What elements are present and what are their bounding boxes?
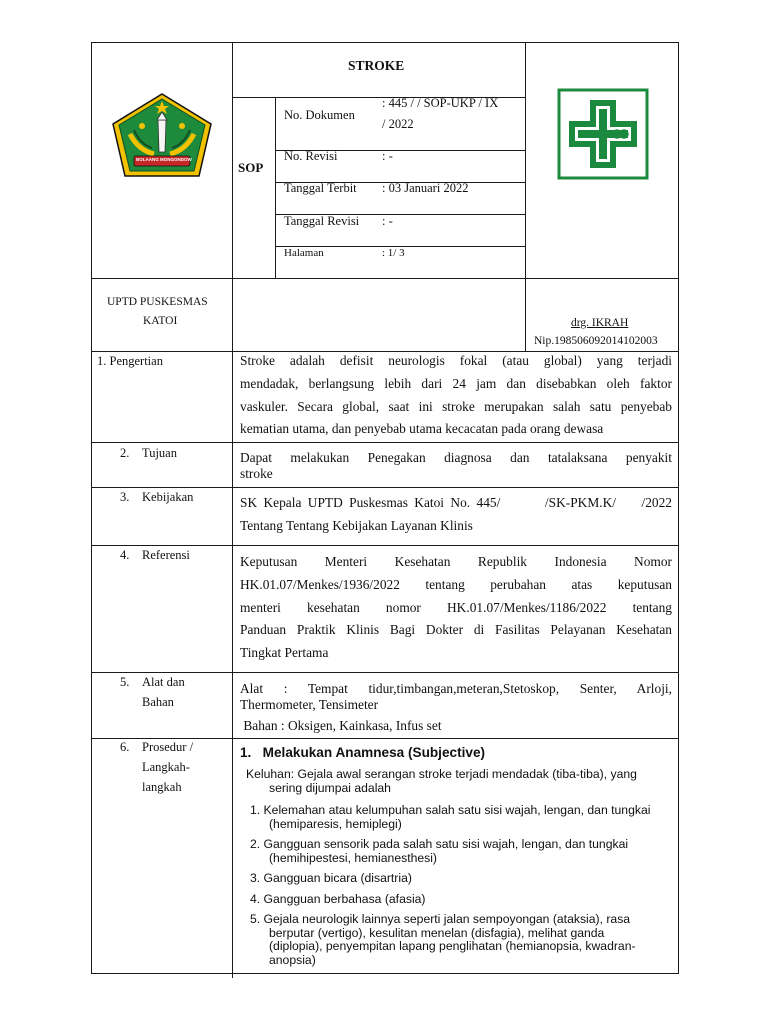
header-bottom-rule xyxy=(91,278,679,279)
header-divider-right xyxy=(525,42,526,352)
pengertian-line: vaskuler. Secara global, saat ini stroke merupakan salah satu penyebab xyxy=(240,398,672,414)
prosedur-heading: 1. Melakukan Anamnesa (Subjective) xyxy=(240,745,486,760)
referensi-line: menteri kesehatan nomor HK.01.07/Menkes/1186/2022 tentang xyxy=(240,599,672,615)
referensi-text xyxy=(240,551,672,665)
pengertian-line: mendadak, berlangsung lebih dari 24 jam dan disebabkan oleh faktor xyxy=(240,375,672,391)
kebijakan-text xyxy=(240,492,672,538)
border-left xyxy=(91,42,92,974)
field-label-no-revisi: No. Revisi xyxy=(284,149,338,163)
pengertian-text xyxy=(240,350,672,441)
referensi-line: Tingkat Pertama xyxy=(240,645,329,661)
field-value-tanggal-terbit: : 03 Januari 2022 xyxy=(382,181,469,195)
label-kebijakan: Kebijakan xyxy=(142,490,194,504)
alat-line: Thermometer, Tensimeter xyxy=(240,697,379,712)
list-item xyxy=(246,838,676,865)
field-value-no-dokumen-year: / 2022 xyxy=(382,117,414,131)
list-item-text: 5. Gejala neurologik lainnya seperti jalan sempoyongan (ataksia), rasa xyxy=(250,912,631,926)
document-title: STROKE xyxy=(348,58,405,73)
label-prosedur: Prosedur / xyxy=(142,740,194,754)
list-item xyxy=(246,913,676,967)
section-rule-1 xyxy=(91,442,679,443)
border-bottom xyxy=(91,973,679,974)
alat-line: Alat : Tempat tidur,timbangan,meteran,Stetoskop, Senter, Arloji, xyxy=(240,681,672,696)
list-item-text: 4. Gangguan berbahasa (afasia) xyxy=(250,891,426,906)
tujuan-line: stroke xyxy=(240,466,273,481)
alat-text xyxy=(240,681,672,734)
kebijakan-line: Tentang Tentang Kebijakan Layanan Klinis xyxy=(240,517,473,533)
label-tujuan-num: 2. xyxy=(120,446,130,460)
field-label-tanggal-revisi: Tanggal Revisi xyxy=(284,214,360,228)
label-tujuan: Tujuan xyxy=(142,446,177,460)
section-rule-4 xyxy=(91,672,679,673)
logo-ribbon-text: BOLAANG MONGONDOW xyxy=(136,157,192,162)
list-item-text: (diplopia), penyempitan lapang penglihatan (hemianopsia, kwadran- xyxy=(269,939,636,953)
section-rule-3 xyxy=(91,545,679,546)
field-value-tanggal-revisi: : - xyxy=(382,214,393,228)
list-item xyxy=(246,893,676,907)
regency-logo xyxy=(108,90,216,182)
health-cross-logo xyxy=(557,88,649,180)
list-item-text: (hemiparesis, hemiplegi) xyxy=(269,816,402,831)
label-referensi-num: 4. xyxy=(120,548,130,562)
field-label-tanggal-terbit: Tanggal Terbit xyxy=(284,181,357,195)
tujuan-line: Dapat melakukan Penegakan diagnosa dan tatalaksana penyakit xyxy=(240,450,672,465)
list-item xyxy=(246,804,676,831)
signer-nip: Nip.198506092014102003 xyxy=(534,335,658,347)
org-name-line1: UPTD PUSKESMAS xyxy=(107,296,208,308)
list-item-text: (hemihipestesi, hemianesthesi) xyxy=(269,850,437,865)
list-item-text: 3. Gangguan bicara (disartria) xyxy=(250,871,412,885)
list-item-text: 1. Kelemahan atau kelumpuhan salah satu sisi wajah, lengan, dan tungkai xyxy=(250,803,651,817)
org-name-line2: KATOI xyxy=(143,315,178,327)
keluhan-line: sering dijumpai adalah xyxy=(269,780,391,795)
label-referensi: Referensi xyxy=(142,548,190,562)
label-langkah: Langkah- xyxy=(142,760,190,774)
border-top xyxy=(91,42,679,43)
kebijakan-line: SK Kepala UPTD Puskesmas Katoi No. 445/ /SK-PKM.K/ /2022 xyxy=(240,495,672,510)
keluhan-line: Keluhan: Gejala awal serangan stroke terjadi mendadak (tiba-tiba), yang xyxy=(246,767,637,781)
field-value-halaman: : 1/ 3 xyxy=(382,247,405,259)
sop-divider xyxy=(275,97,276,278)
label-bahan: Bahan xyxy=(142,695,174,709)
bahan-line: Bahan : Oksigen, Kainkasa, Infus set xyxy=(240,718,442,733)
pengertian-line: Stroke adalah defisit neurologis fokal (atau global) yang terjadi xyxy=(240,353,672,368)
field-label-no-dokumen: No. Dokumen xyxy=(284,108,355,122)
field-value-no-revisi: : - xyxy=(382,149,393,163)
pengertian-line: kematian utama, dan penyebab utama kecacatan pada orang dewasa xyxy=(240,421,604,437)
field-label-halaman: Halaman xyxy=(284,247,324,259)
label-alat: Alat dan xyxy=(142,675,185,689)
referensi-line: HK.01.07/Menkes/1936/2022 tentang perubahan atas keputusan xyxy=(240,576,672,592)
list-item-text: 2. Gangguan sensorik pada salah satu sisi wajah, lengan, dan tungkai xyxy=(250,837,629,851)
section-rule-5 xyxy=(91,738,679,739)
tujuan-text xyxy=(240,450,672,482)
label-langkah-2: langkah xyxy=(142,780,182,794)
border-right xyxy=(678,42,679,974)
referensi-line: Panduan Praktik Klinis Bagi Dokter di Fasilitas Pelayanan Kesehatan xyxy=(240,622,672,638)
list-item-text: anopsia) xyxy=(269,952,316,967)
field-value-no-dokumen: : 445 / / SOP-UKP / IX xyxy=(382,96,499,110)
signer-name: drg. IKRAH xyxy=(571,317,629,329)
section-rule-2 xyxy=(91,487,679,488)
label-prosedur-num: 6. xyxy=(120,740,130,754)
sop-label: SOP xyxy=(238,160,264,175)
label-kebijakan-num: 3. xyxy=(120,490,130,504)
list-item xyxy=(246,872,676,886)
header-divider-left xyxy=(232,42,233,978)
label-alat-num: 5. xyxy=(120,675,130,689)
prosedur-body xyxy=(246,768,676,967)
referensi-line: Keputusan Menteri Kesehatan Republik Indonesia Nomor xyxy=(240,554,672,569)
list-item-text: berputar (vertigo), kesulitan menelan (disfagia), melihat ganda xyxy=(269,925,605,940)
label-pengertian: 1. Pengertian xyxy=(97,354,163,368)
